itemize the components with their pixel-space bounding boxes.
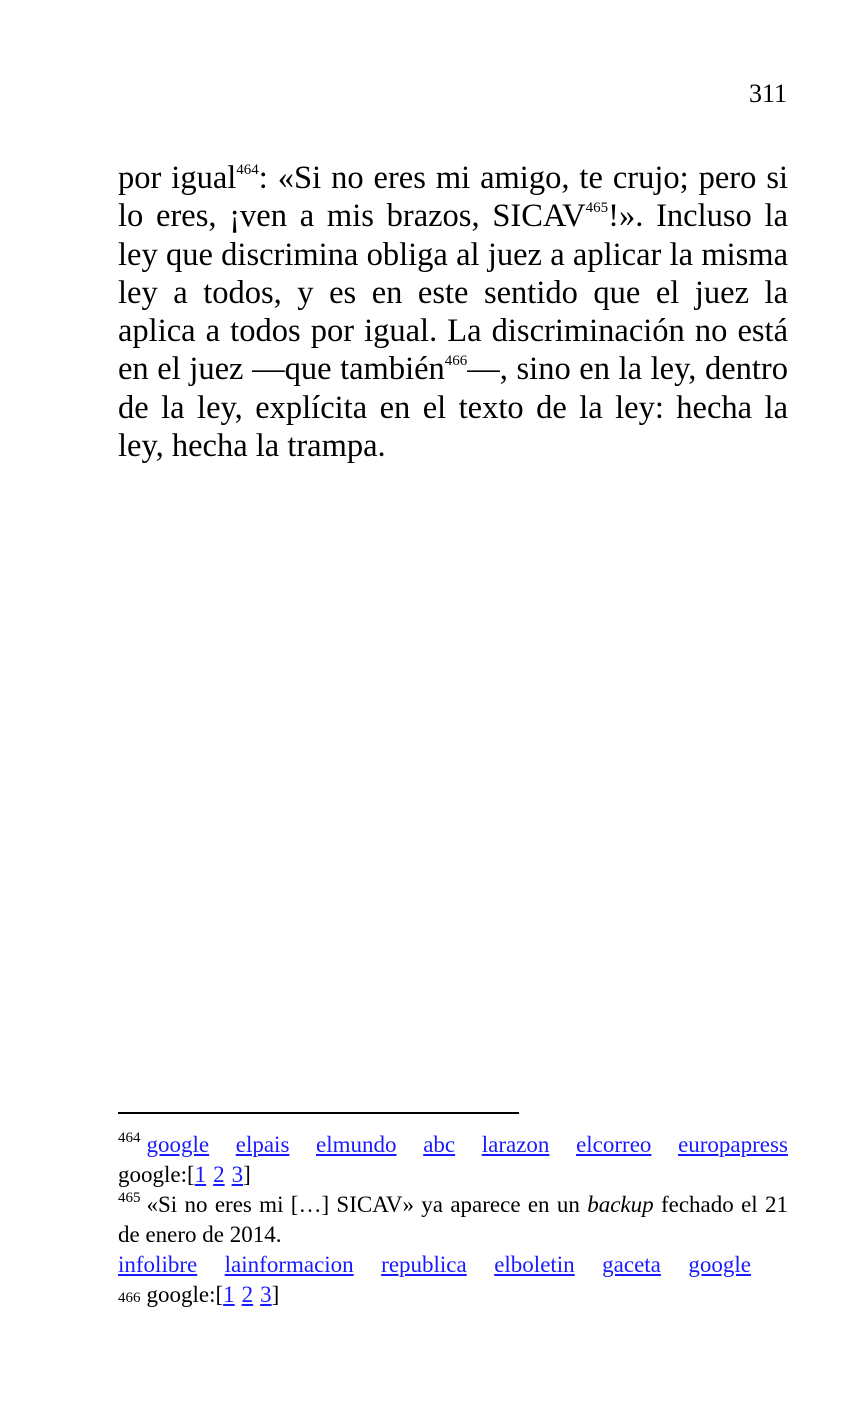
link-google[interactable]: google	[146, 1132, 210, 1157]
link-elboletin[interactable]: elboletin	[494, 1252, 575, 1277]
footnote-465-emphasis: backup	[587, 1192, 654, 1217]
page-number: 311	[748, 79, 787, 108]
footnote-ref-464[interactable]: 464	[236, 162, 259, 178]
google-link-3[interactable]: 3	[260, 1282, 272, 1307]
footnote-ref-466[interactable]: 466	[444, 353, 468, 370]
link-elcorreo[interactable]: elcorreo	[576, 1132, 652, 1157]
link-gaceta[interactable]: gaceta	[602, 1252, 661, 1277]
footnote-464-links-line	[118, 1130, 788, 1160]
link-infolibre[interactable]: infolibre	[118, 1252, 198, 1277]
footnote-464-link-google	[118, 1130, 209, 1160]
footnote-464-google-line	[118, 1160, 788, 1190]
link-google[interactable]: google	[688, 1252, 751, 1277]
google-suffix: ]	[243, 1162, 251, 1187]
footnote-465-links-line	[118, 1250, 751, 1280]
body-text-4: —, sino en la ley, dentro de la ley, explícita en el texto de la ley: hecha la ley, hecha la trampa.	[118, 351, 788, 465]
footnote-465-text	[118, 1190, 788, 1250]
footnote-465-text-2: fechado el 21 de enero de 2014.	[118, 1192, 788, 1247]
google-link-2[interactable]: 2	[213, 1162, 225, 1187]
link-larazon[interactable]: larazon	[481, 1132, 550, 1157]
footnote-mark-464: 464	[118, 1130, 141, 1146]
google-link-3[interactable]: 3	[231, 1162, 244, 1187]
footnotes	[118, 1130, 788, 1310]
google-prefix: google:[	[118, 1162, 195, 1187]
body-paragraph	[118, 159, 788, 465]
footnote-465-text-1: «Si no eres mi […] SICAV» ya aparece en un	[146, 1192, 588, 1217]
google-prefix: google:[	[146, 1282, 224, 1307]
link-abc[interactable]: abc	[423, 1132, 456, 1157]
footnote-ref-465[interactable]: 465	[585, 200, 609, 217]
link-elmundo[interactable]: elmundo	[316, 1132, 397, 1157]
google-link-2[interactable]: 2	[241, 1282, 254, 1307]
link-elpais[interactable]: elpais	[235, 1132, 290, 1157]
google-suffix: ]	[271, 1282, 280, 1307]
body-text-3: !». Incluso la ley que discrimina obliga al juez a aplicar la misma ley a todos, y es en este sentido que el juez la aplica a todos por igual. La discriminación no está en el juez —que también	[118, 198, 788, 388]
link-lainformacion[interactable]: lainformacion	[224, 1252, 354, 1277]
footnote-rule	[118, 1112, 519, 1114]
link-republica[interactable]: republica	[381, 1252, 467, 1277]
footnote-mark-465: 465	[118, 1190, 141, 1206]
google-link-1[interactable]: 1	[194, 1162, 207, 1187]
footnote-466-google-line: 466 google:[ 1 2 3 ]	[118, 1280, 788, 1310]
link-europapress[interactable]: europapress	[678, 1132, 788, 1157]
google-link-1[interactable]: 1	[223, 1282, 235, 1307]
body-text-1: por igual	[118, 160, 237, 196]
body-text-2: : «Si no eres mi amigo, te crujo; pero si lo eres, ¡ven a mis brazos, SICAV	[118, 160, 789, 235]
